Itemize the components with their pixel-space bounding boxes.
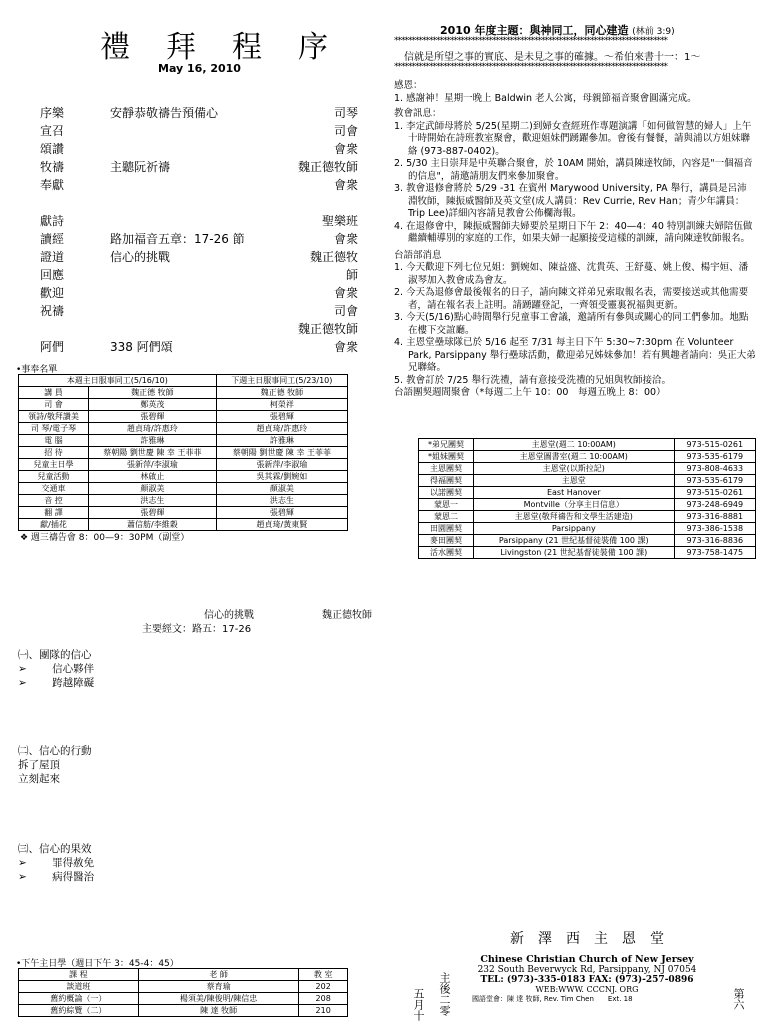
order-leader: 會衆 [333, 340, 358, 354]
order-item: 牧禱 [40, 160, 65, 174]
order-item: 宣召 [40, 124, 65, 138]
church-info [412, 928, 762, 1004]
thanks-item: 1. 感謝神！星期一晚上 Baldwin 老人公寓，母親節福音聚會圓滿完成。 [394, 92, 697, 104]
table-cell: 973-515-0261 [674, 487, 755, 499]
taiwanese-item: 2. 今天為退修會最後報名的日子，請向陳文祥弟兄索取報名表，需要接送或其他需要者，請在報名表上註明。請踴躍登記，一齊領受靈裏祝福與更新。 [394, 287, 749, 311]
table-cell: 翻 譯 [19, 507, 89, 519]
theme-title: 2010 年度主題：與神同工，同心建造 (林前 3:9) [440, 24, 675, 37]
table-row [19, 993, 348, 1005]
table-cell: 顏淑美 [216, 483, 347, 495]
order-item: 序樂 [40, 106, 65, 120]
table-cell: 趙貞琦/許惠玲 [216, 423, 347, 435]
order-item: 奉獻 [40, 178, 65, 192]
table-cell: 主恩堂 [474, 475, 675, 487]
point-item: ➢ 跨越障礙 [18, 677, 95, 689]
table-cell: 陳 達 牧師 [138, 1005, 299, 1017]
table-cell: 談道班 [19, 981, 139, 993]
order-row [38, 140, 358, 158]
fellowship-label: 台語團契週間聚會（*每週二上午 10：00 每週五晚上 8：00） [394, 387, 666, 398]
table-header-cell: 本週主日服事同工(5/16/10) [19, 375, 217, 387]
table-cell: 音 控 [19, 495, 89, 507]
table-cell: Parsippany [474, 523, 675, 535]
table-cell: 趙貞琦/黃東賢 [216, 519, 347, 531]
table-cell: 鄭英茂 [89, 399, 217, 411]
table-header-cell: 課 程 [19, 969, 139, 981]
table-cell: 吳其霖/劉婉如 [216, 471, 347, 483]
order-row [38, 104, 358, 122]
table-row [19, 507, 348, 519]
order-leader: 師 [345, 268, 358, 282]
table-cell: 主恩堂(敬拜禱告和文學生活建造) [474, 511, 675, 523]
table-cell: 麥田團契 [419, 535, 474, 547]
table-cell: 202 [299, 981, 348, 993]
table-cell: *弟兄團契 [419, 439, 474, 451]
order-item: 證道 [40, 250, 65, 264]
table-cell: 田園團契 [419, 523, 474, 535]
table-cell: 張碧輝 [89, 507, 217, 519]
table-cell: 蔡朝陽 劉世慶 陳 幸 王菲菲 [89, 447, 217, 459]
table-row [419, 487, 756, 499]
stars-divider: ****************************************************************************** [394, 36, 667, 46]
table-cell: 交通車 [19, 483, 89, 495]
sunday-school-table [18, 968, 348, 1017]
prayer-meeting-note: ❖ 週三禱告會 8：00—9：30PM（副堂） [20, 533, 190, 543]
table-row [419, 451, 756, 463]
table-row [419, 463, 756, 475]
table-cell: 魏正德 牧師 [89, 387, 217, 399]
order-row [38, 284, 358, 302]
order-row [38, 338, 358, 356]
order-item: 阿們 [40, 340, 65, 354]
service-roster-table [18, 374, 348, 531]
point-heading: ㈢、信心的果效 [18, 843, 92, 855]
order-item: 頌讚 [40, 142, 65, 156]
order-of-service [38, 104, 358, 356]
table-row [19, 399, 348, 411]
table-cell: 973-758-1475 [674, 547, 755, 559]
table-cell: 張碧輝 [216, 507, 347, 519]
order-content: 338 阿們頌 [110, 340, 173, 354]
table-row [419, 499, 756, 511]
table-row [19, 411, 348, 423]
church-web: WEB:WWW. CCCNJ. ORG [535, 985, 639, 994]
point-item: 拆了屋頂 [18, 759, 60, 771]
service-date: May 16, 2010 [158, 62, 241, 75]
table-cell: East Hanover [474, 487, 675, 499]
table-cell: 973-535-6179 [674, 451, 755, 463]
table-header-row [19, 969, 348, 981]
order-row [38, 266, 358, 284]
table-cell: 獻/插花 [19, 519, 89, 531]
order-row [38, 212, 358, 230]
table-row [19, 471, 348, 483]
order-content: 安靜恭敬禱告預備心 [110, 106, 219, 120]
table-row [19, 981, 348, 993]
order-leader: 魏正德牧師 [297, 322, 358, 336]
table-cell: 楊須美/陳俊明/陳信忠 [138, 993, 299, 1005]
table-row [19, 423, 348, 435]
announcement-item: 1. 李定武師母將於 5/25(星期二)到婦女查經班作專題演講「如何做智慧的婦人」上午十時開始在詩班教室聚會，歡迎姐妹們踴躍參加。會後有餐餐，請與浦以方姐妹聯絡 (973-887-0402)。 [394, 120, 752, 157]
church-staff: 國語堂會：陳 達 牧師, Rev. Tim Chen Ext. 18 [472, 995, 633, 1003]
order-row [38, 230, 358, 248]
table-cell: 以諾團契 [419, 487, 474, 499]
order-row [38, 122, 358, 140]
sermon-point-2 [18, 744, 92, 786]
order-item: 讀經 [40, 232, 65, 246]
order-content: 信心的挑戰 [110, 250, 171, 264]
thanks-heading: 感恩： [394, 80, 423, 91]
table-cell: 領詩/敬拜讚美 [19, 411, 89, 423]
table-cell: 張新萍/李淑瑜 [89, 459, 217, 471]
order-row [38, 158, 358, 176]
table-cell: 主恩堂(週二 10:00AM) [474, 439, 675, 451]
table-cell: 210 [299, 1005, 348, 1017]
order-leader: 會衆 [333, 142, 358, 156]
sermon-title: 信心的挑戰 [204, 610, 254, 621]
order-item: 祝禱 [40, 304, 65, 318]
table-cell: 張新萍/李淑瑜 [216, 459, 347, 471]
table-row [419, 439, 756, 451]
table-row [19, 435, 348, 447]
table-row [419, 547, 756, 559]
stars-divider: ****************************************************************************** [394, 62, 667, 72]
order-leader: 魏正德牧師 [297, 160, 358, 174]
table-row [419, 511, 756, 523]
order-leader: 司會 [333, 304, 358, 318]
table-header-cell: 下週主日服事同工(5/23/10) [216, 375, 347, 387]
order-leader: 司會 [333, 124, 358, 138]
point-item: 立刻起來 [18, 773, 60, 785]
church-phone: TEL: (973)-335-0183 FAX: (973)-257-0896 [480, 975, 694, 985]
table-cell: 蒙恩一 [419, 499, 474, 511]
table-cell: Parsippany (21 世紀基督徒裝備 100 課) [474, 535, 675, 547]
table-header-cell: 教 室 [299, 969, 348, 981]
table-row [419, 535, 756, 547]
order-leader: 聖樂班 [321, 214, 358, 228]
table-cell: 973-316-8836 [674, 535, 755, 547]
table-cell: 973-515-0261 [674, 439, 755, 451]
table-cell: 林啟止 [89, 471, 217, 483]
table-cell: 許雅琳 [89, 435, 217, 447]
table-cell: 973-248-6949 [674, 499, 755, 511]
table-cell: 主恩團契 [419, 463, 474, 475]
table-row [19, 495, 348, 507]
table-cell: 舊約綜覽（二） [19, 1005, 139, 1017]
order-content: 路加福音五章：17-26 節 [110, 232, 245, 246]
order-row [38, 176, 358, 194]
side-text-right: 第六 [732, 988, 745, 1010]
point-heading: ㈡、信心的行動 [18, 745, 92, 757]
table-row [19, 519, 348, 531]
announcements-heading: 教會訊息： [394, 108, 442, 119]
church-address: 232 South Beverwyck Rd, Parsippany, NJ 07054 [477, 965, 697, 975]
table-cell: 兒童主日學 [19, 459, 89, 471]
table-cell: 208 [299, 993, 348, 1005]
table-cell: 張碧輝 [216, 411, 347, 423]
table-row [419, 523, 756, 535]
table-row [419, 475, 756, 487]
taiwanese-item: 1. 今天歡迎下列七位兄姐：劉婉如、陳益盛、沈貴英、王舒蔓、姚上俊、楊宇姮、潘淑琴加入教會成為會友。 [394, 262, 749, 286]
sermon-scripture: 主要經文：路五：17-26 [142, 624, 252, 635]
order-leader: 會衆 [333, 286, 358, 300]
table-cell: 司 琴/電子琴 [19, 423, 89, 435]
table-cell: 洪志生 [89, 495, 217, 507]
order-row [38, 248, 358, 266]
taiwanese-item: 5. 教會訂於 7/25 舉行洗禮，請有意接受洗禮的兄姐與牧師接洽。 [394, 374, 671, 386]
page-title: 禮拜程序 [100, 30, 364, 65]
point-item: ➢ 信心夥伴 [18, 663, 95, 675]
fellowship-table [418, 438, 756, 559]
table-row [19, 459, 348, 471]
table-cell: 973-808-4633 [674, 463, 755, 475]
sermon-point-1 [18, 648, 94, 690]
church-name-en: Chinese Christian Church of New Jersey [480, 954, 694, 965]
theme-verse: 信就是所望之事的實底、是未見之事的確據。～希伯來書十一：1～ [404, 52, 701, 63]
table-cell: 得福團契 [419, 475, 474, 487]
table-row [19, 387, 348, 399]
table-cell: 招 待 [19, 447, 89, 459]
order-row [38, 194, 358, 212]
sermon-speaker: 魏正德牧師 [322, 610, 372, 621]
taiwanese-heading: 台語部消息 [394, 249, 442, 261]
order-item: 歡迎 [40, 286, 65, 300]
table-cell: 顏淑美 [89, 483, 217, 495]
table-row [19, 483, 348, 495]
taiwanese-item: 3. 今天(5/16)點心時間舉行兒童事工會議，邀請所有參與或關心的同工們參加。地點在樓下交誼廳。 [394, 312, 749, 336]
order-item: 回應 [40, 268, 65, 282]
side-text-left: 五月十 [412, 988, 425, 1021]
table-cell: 魏正德 牧師 [216, 387, 347, 399]
order-leader: 會衆 [333, 178, 358, 192]
table-cell: 蔡育瑜 [138, 981, 299, 993]
table-cell: 電 腦 [19, 435, 89, 447]
table-cell: *姐妹團契 [419, 451, 474, 463]
table-cell: 張碧輝 [89, 411, 217, 423]
point-heading: ㈠、團隊的信心 [18, 649, 92, 661]
table-cell: 講 員 [19, 387, 89, 399]
table-header-row [19, 375, 348, 387]
order-leader: 會衆 [333, 232, 358, 246]
table-cell: 主恩堂圖書室(週二 10:00AM) [474, 451, 675, 463]
table-header-cell: 老 師 [138, 969, 299, 981]
table-cell: 許雅琳 [216, 435, 347, 447]
table-cell: 洪志生 [216, 495, 347, 507]
table-cell: 蔡朝陽 劉世慶 陳 幸 王菲菲 [216, 447, 347, 459]
table-cell: 活水團契 [419, 547, 474, 559]
table-cell: 蕭信舫/李維穀 [89, 519, 217, 531]
table-cell: 柯榮祥 [216, 399, 347, 411]
side-text-mid: 主後二零 [438, 972, 451, 1016]
order-leader: 司琴 [333, 106, 358, 120]
order-leader: 魏正德牧 [309, 250, 358, 264]
table-cell: 973-386-1538 [674, 523, 755, 535]
table-row [19, 1005, 348, 1017]
order-item: 獻詩 [40, 214, 65, 228]
roster-label: •事奉名單 [16, 365, 58, 375]
table-cell: 舊約概論（一） [19, 993, 139, 1005]
table-cell: 司 會 [19, 399, 89, 411]
announcement-item: 3. 教會退修會將於 5/29 -31 在賓州 Marywood University, PA 舉行，講員是呂沛淵牧師，陳振威醫師及英文堂(成人講員：Rev Currie, Rev Han；青少年講員：Trip Lee)詳細內容請見教會公佈欄海報。 [394, 183, 747, 219]
table-cell: 蒙恩二 [419, 511, 474, 523]
table-cell: 973-535-6179 [674, 475, 755, 487]
church-name-zh: 新 澤 西 主 恩 堂 [510, 931, 664, 947]
order-row [38, 302, 358, 320]
table-cell: Livingston (21 世紀基督徒裝備 100 課) [474, 547, 675, 559]
right-column [394, 80, 756, 400]
taiwanese-item: 4. 主恩堂壘球隊已於 5/16 起至 7/31 每主日下午 5:30~7:30pm 在 Volunteer Park, Parsippany 舉行壘球活動，歡迎弟兄姊妹參加！若有興趣者請向：吳正大弟兄聯絡。 [394, 337, 756, 373]
point-item: ➢ 病得醫治 [18, 871, 95, 883]
announcement-item: 4. 在退修會中，陳振威醫師夫婦要於星期日下午 2：40—4：40 特別訓練夫婦陪伍做繼續輔導別的家庭的工作，如果夫婦一起願接受這樣的訓練，請向陳達牧師報名。 [394, 220, 753, 244]
point-item: ➢ 罪得赦免 [18, 857, 95, 869]
order-row [38, 320, 358, 338]
table-cell: 主恩堂(以斯拉記) [474, 463, 675, 475]
table-cell: Montville（分享主日信息） [474, 499, 675, 511]
table-cell: 973-316-8881 [674, 511, 755, 523]
table-cell: 兒童活動 [19, 471, 89, 483]
sunday-school-label: •下午主日學（週日下午 3：45-4：45） [16, 959, 179, 969]
table-row [19, 447, 348, 459]
announcement-item: 2. 5/30 主日崇拜是中英聯合聚會，於 10AM 開始，講員陳達牧師，內容是"一個福音的信息"，請邀請朋友們來參加聚會。 [394, 158, 753, 182]
order-content: 主聽阮祈禱 [110, 160, 171, 174]
table-cell: 趙貞琦/許惠玲 [89, 423, 217, 435]
sermon-point-3 [18, 842, 94, 884]
